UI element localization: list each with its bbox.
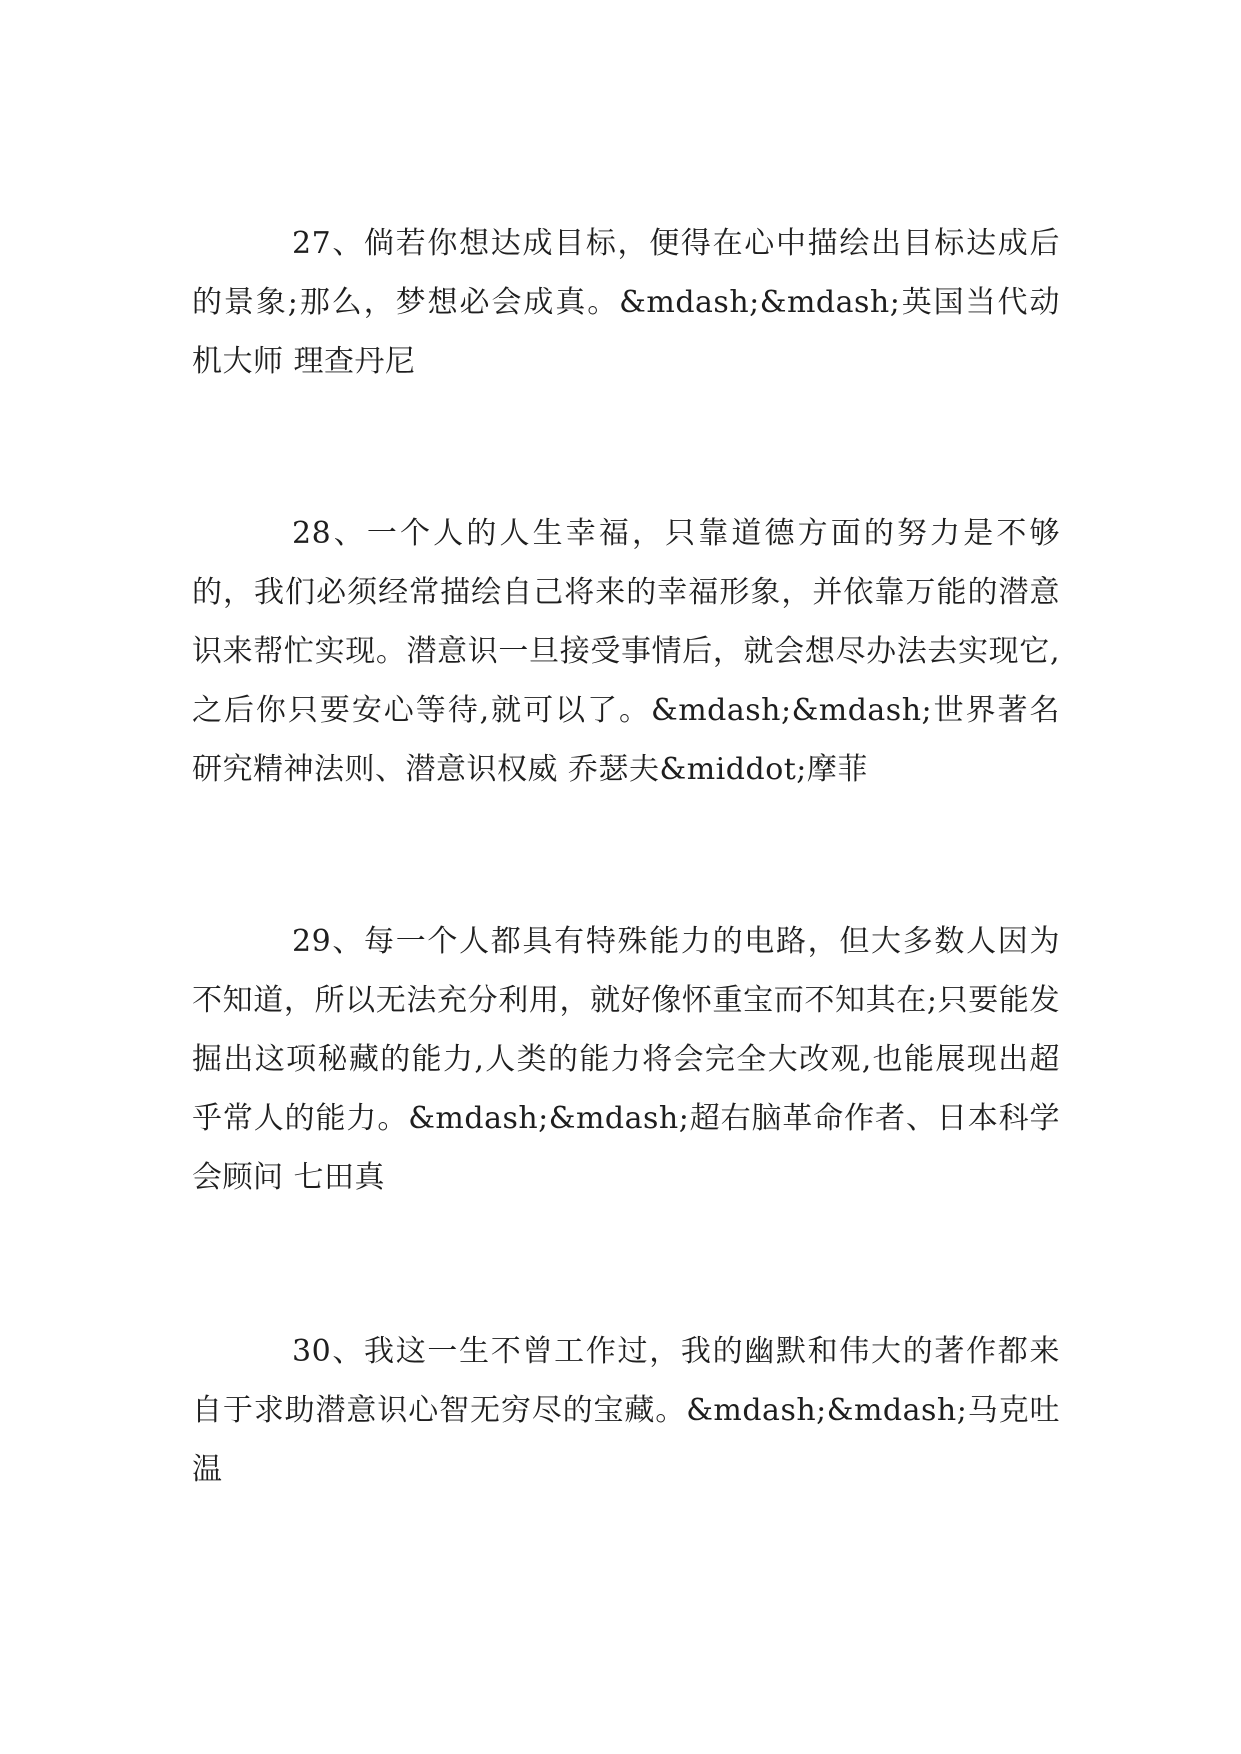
quote-paragraph-30: 30、我这一生不曾工作过，我的幽默和伟大的著作都来自于求助潜意识心智无穷尽的宝藏。&mdash;&mdash;马克吐温 — [192, 1334, 1060, 1487]
quote-paragraph-27: 27、倘若你想达成目标，便得在心中描绘出目标达成后的景象;那么，梦想必会成真。&mdash;&mdash;英国当代动机大师 理查丹尼 — [192, 226, 1060, 379]
quote-paragraph-29: 29、每一个人都具有特殊能力的电路，但大多数人因为不知道，所以无法充分利用，就好像怀重宝而不知其在;只要能发掘出这项秘藏的能力,人类的能力将会完全大改观,也能展现出超乎常人的能力。&mdash;&mdash;超右脑革命作者、日本科学会顾问 七田真 — [192, 924, 1060, 1195]
quote-paragraph-28: 28、一个人的人生幸福，只靠道德方面的努力是不够的，我们必须经常描绘自己将来的幸福形象，并依靠万能的潜意识来帮忙实现。潜意识一旦接受事情后，就会想尽办法去实现它,之后你只要安心等待,就可以了。&mdash;&mdash;世界著名研究精神法则、潜意识权威 乔瑟夫&middot;摩菲 — [192, 516, 1060, 787]
